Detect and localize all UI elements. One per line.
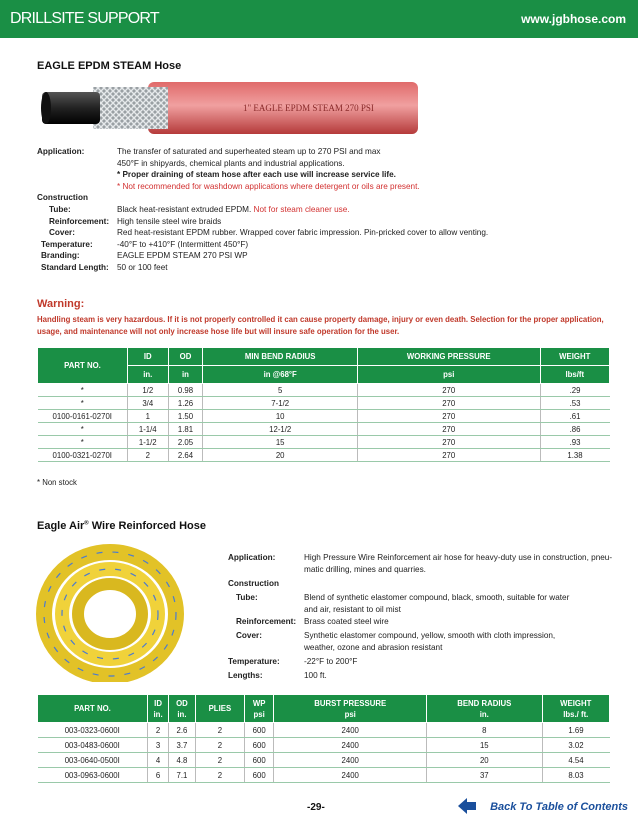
header-url[interactable]: www.jgbhose.com [521, 12, 626, 26]
air-hose-coil-image [36, 542, 184, 682]
table-row [38, 449, 610, 462]
table-row [38, 384, 610, 397]
tube-label: Tube: [49, 205, 71, 214]
table-row [38, 423, 610, 436]
hose-print-text: 1" EAGLE EPDM STEAM 270 PSI [243, 103, 374, 113]
th-unit-weight: lbs/ft [540, 366, 609, 384]
cell: 3 [148, 738, 169, 753]
th2-bend-label: BEND RADIUS [457, 698, 512, 708]
cell: 3/4 [128, 397, 169, 410]
cell: 37 [427, 768, 543, 783]
cell: 003-0640-0500I [38, 753, 148, 768]
page-header [0, 0, 638, 38]
air-cover-line-1: Synthetic elastomer compound, yellow, smooth with cloth impression, [304, 631, 556, 640]
reinforcement-value: High tensile steel wire braids [117, 216, 222, 226]
th-min-bend-radius: MIN BEND RADIUS [203, 348, 358, 366]
air-reinforcement-value: Brass coated steel wire [304, 617, 389, 626]
cell: 10 [203, 410, 358, 423]
cell: 270 [357, 423, 540, 436]
cell: 4.54 [542, 753, 609, 768]
cover-label: Cover: [49, 228, 75, 238]
cell: 7-1/2 [203, 397, 358, 410]
cell: 2400 [274, 768, 427, 783]
cell: 15 [203, 436, 358, 449]
th2-wp-label: WP [252, 698, 266, 708]
cell: 2 [148, 723, 169, 738]
steam-hose-image [38, 82, 418, 134]
branding-value: EAGLE EPDM STEAM 270 PSI WP [117, 251, 248, 261]
cell: 270 [357, 436, 540, 449]
th2-od-label: OD [176, 698, 188, 708]
cell: 1.26 [168, 397, 203, 410]
cell: 600 [245, 723, 274, 738]
hose-end-shape [41, 92, 51, 124]
tube-warning: Not for steam cleaner use. [253, 205, 350, 214]
cell: * [38, 384, 128, 397]
cell: 003-0963-0600I [38, 768, 148, 783]
air-reinforcement-label: Reinforcement: [236, 617, 297, 626]
reinforcement-label: Reinforcement: [49, 216, 110, 226]
back-arrow-shape [458, 798, 476, 814]
cell: 1.69 [542, 723, 609, 738]
application-line-2: 450°F in shipyards, chemical plants and industrial applications. [117, 158, 345, 168]
cell: 1.38 [540, 449, 609, 462]
th2-plies: PLIES [195, 695, 244, 723]
cell: 270 [357, 397, 540, 410]
th-working-pressure: WORKING PRESSURE [357, 348, 540, 366]
th-unit-pressure: psi [357, 366, 540, 384]
th-unit-id: in. [128, 366, 169, 384]
table-row [38, 410, 610, 423]
coil-inner [78, 584, 142, 644]
cell: 2.64 [168, 449, 203, 462]
cell: 1/2 [128, 384, 169, 397]
warning-text: Handling steam is very hazardous. If it is not properly controlled it can cause property damage, injury or even death. Selection for the proper application, usage, and maintenance will not only increase hose life but will insure safe operation for the user. [37, 315, 604, 336]
section-title-steam-hose: EAGLE EPDM STEAM Hose [37, 60, 182, 72]
cell: 20 [427, 753, 543, 768]
cell: 0100-0321-0270I [38, 449, 128, 462]
table-row [38, 768, 610, 783]
cell: 270 [357, 449, 540, 462]
page-number: -29- [307, 802, 325, 813]
cell: 003-0483-0600I [38, 738, 148, 753]
air-lengths-value: 100 ft. [304, 671, 327, 680]
air-application-line-2: matic drilling, mines and quarries. [304, 565, 426, 574]
cell: 0100-0161-0270I [38, 410, 128, 423]
cell: 003-0323-0600I [38, 723, 148, 738]
cell: .29 [540, 384, 609, 397]
cell: 600 [245, 738, 274, 753]
steam-hose-table [37, 347, 610, 462]
table-row [38, 723, 610, 738]
th-unit-bend: in @68°F [203, 366, 358, 384]
cell: 3.7 [169, 738, 196, 753]
th-part-no: PART NO. [38, 348, 128, 384]
air-application-label: Application: [228, 553, 276, 562]
th2-burst-unit: psi [344, 709, 356, 719]
cell: 600 [245, 768, 274, 783]
table-row [38, 397, 610, 410]
application-washdown-note: * Not recommended for washdown applications where detergent or oils are present. [117, 181, 420, 191]
cell: 2400 [274, 738, 427, 753]
standard-length-label: Standard Length: [41, 263, 109, 272]
cell: .93 [540, 436, 609, 449]
tube-value [117, 204, 350, 216]
th-unit-od: in [168, 366, 203, 384]
cell: 270 [357, 410, 540, 423]
cell: 2400 [274, 723, 427, 738]
application-line-1: The transfer of saturated and superheated steam up to 270 PSI and max [117, 147, 381, 156]
air-cover-label: Cover: [236, 631, 262, 640]
cell: 2 [195, 738, 244, 753]
th2-wp [245, 695, 274, 723]
cell: 2.05 [168, 436, 203, 449]
application-drain-note: * Proper draining of steam hose after each use will increase service life. [117, 170, 396, 180]
cell: 1-1/2 [128, 436, 169, 449]
cell: 5 [203, 384, 358, 397]
cell: 7.1 [169, 768, 196, 783]
cell: 600 [245, 753, 274, 768]
table-row [38, 738, 610, 753]
th2-od-unit: in. [177, 709, 187, 719]
cell: 4 [148, 753, 169, 768]
air-hose-table [37, 694, 610, 783]
th2-bend [427, 695, 543, 723]
cell: * [38, 436, 128, 449]
air-lengths-label: Lengths: [228, 671, 263, 680]
air-tube-line-2: and air, resistant to oil mist [304, 605, 401, 614]
air-temperature-value: -22°F to 200°F [304, 657, 358, 666]
temperature-label: Temperature: [41, 239, 93, 249]
th-weight: WEIGHT [540, 348, 609, 366]
section-title-air-hose [37, 520, 206, 532]
cover-value: Red heat-resistant EPDM rubber. Wrapped cover fabric impression. Pin-pricked cover to allow venting. [117, 228, 489, 238]
cell: 20 [203, 449, 358, 462]
th2-id-unit: in. [153, 709, 163, 719]
tube-value-text: Black heat-resistant extruded EPDM. [117, 205, 252, 214]
non-stock-note: * Non stock [37, 478, 77, 487]
th-id: ID [128, 348, 169, 366]
air-hose-title-main: Eagle Air [37, 520, 85, 532]
back-to-contents-link[interactable]: Back To Table of Contents [490, 801, 628, 813]
cell: 8 [427, 723, 543, 738]
application-label: Application: [37, 147, 85, 156]
warning-title: Warning: [37, 298, 85, 310]
cell: 2 [195, 768, 244, 783]
air-construction-label: Construction [228, 579, 279, 588]
cell: 0.98 [168, 384, 203, 397]
cell: 4.8 [169, 753, 196, 768]
cell: 1.81 [168, 423, 203, 436]
th2-wp-unit: psi [253, 709, 265, 719]
header-title: DRILLSITE SUPPORT [10, 10, 159, 27]
th2-bend-unit: in. [479, 709, 489, 719]
th2-weight-unit: lbs./ ft. [563, 709, 589, 719]
cell: 2.6 [169, 723, 196, 738]
cell: * [38, 423, 128, 436]
cell: .61 [540, 410, 609, 423]
cell: .86 [540, 423, 609, 436]
temperature-value: -40°F to +410°F (Intermittent 450°F) [117, 239, 249, 249]
standard-length-value: 50 or 100 feet [117, 263, 168, 272]
back-arrow-icon[interactable] [456, 797, 478, 815]
table-row [38, 753, 610, 768]
th2-od [169, 695, 196, 723]
th2-burst-label: BURST PRESSURE [314, 698, 387, 708]
cell: 1.50 [168, 410, 203, 423]
th2-weight [542, 695, 609, 723]
th2-id-label: ID [154, 698, 162, 708]
cell: 1-1/4 [128, 423, 169, 436]
th-od: OD [168, 348, 203, 366]
branding-label: Branding: [41, 251, 80, 261]
steam-hose-specs [37, 146, 617, 296]
air-hose-specs [228, 552, 618, 686]
cell: * [38, 397, 128, 410]
th2-burst [274, 695, 427, 723]
air-application-line-1: High Pressure Wire Reinforcement air hose for heavy-duty use in construction, pneu- [304, 553, 613, 562]
cell: 8.03 [542, 768, 609, 783]
air-cover-line-2: weather, ozone and abrasion resistant [304, 643, 443, 652]
air-temperature-label: Temperature: [228, 657, 280, 666]
cell: 3.02 [542, 738, 609, 753]
air-hose-title-rest: Wire Reinforced Hose [88, 520, 206, 532]
hose-braid-shape [93, 87, 168, 129]
cell: 2 [128, 449, 169, 462]
cell: 15 [427, 738, 543, 753]
air-tube-label: Tube: [236, 593, 258, 602]
registered-mark: ® [84, 520, 89, 527]
construction-label: Construction [37, 193, 88, 203]
cell: .53 [540, 397, 609, 410]
cell: 12-1/2 [203, 423, 358, 436]
th2-id [148, 695, 169, 723]
th2-part-no: PART NO. [38, 695, 148, 723]
cell: 270 [357, 384, 540, 397]
cell: 1 [128, 410, 169, 423]
air-tube-line-1: Blend of synthetic elastomer compound, black, smooth, suitable for water [304, 593, 570, 602]
cell: 2 [195, 723, 244, 738]
cell: 6 [148, 768, 169, 783]
table-row [38, 436, 610, 449]
th2-weight-label: WEIGHT [560, 698, 592, 708]
cell: 2400 [274, 753, 427, 768]
cell: 2 [195, 753, 244, 768]
